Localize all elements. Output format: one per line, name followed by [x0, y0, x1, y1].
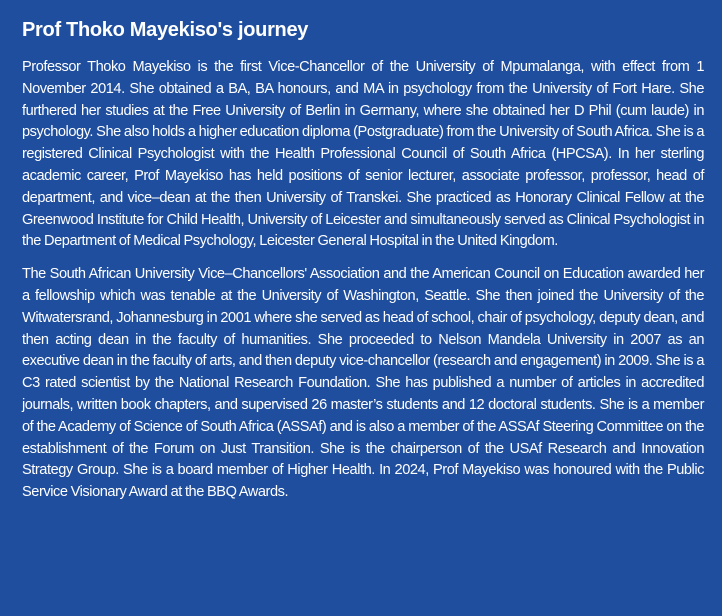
- biography-paragraph-2: The South African University Vice–Chancellors' Association and the American Council on Education awarded her a fellowship which was tenable at the University of Washington, Seattle. She then joined the University of the Witwatersrand, Johannesburg in 2001 where she served as head of school, chair of psychology, deputy dean, and then acting dean in the faculty of humanities. She proceeded to Nelson Mandela University in 2007 as an executive dean in the faculty of arts, and then deputy vice-chancellor (research and engagement) in 2009. She is a C3 rated scientist by the National Research Foundation. She has published a number of articles in accredited journals, written book chapters, and supervised 26 master’s students and 12 doctoral students. She is a member of the Academy of Science of South Africa (ASSAf) and is also a member of the ASSAf Steering Committee on the establishment of the Forum on Just Transition. She is the chairperson of the USAf Research and Innovation Strategy Group. She is a board member of Higher Health. In 2024, Prof Mayekiso was honoured with the Public Service Visionary Award at the BBQ Awards.: [22, 266, 704, 501]
- page-title: Prof Thoko Mayekiso's journey: [22, 19, 309, 41]
- biography-paragraph-1: Professor Thoko Mayekiso is the first Vice-Chancellor of the University of Mpumalanga, with effect from 1 November 2014. She obtained a BA, BA honours, and MA in psychology from the University of Fort Hare. She furthered her studies at the Free University of Berlin in Germany, where she obtained her D Phil (cum laude) in psychology. She also holds a higher education diploma (Postgraduate) from the University of South Africa. She is a registered Clinical Psychologist with the Health Professional Council of South Africa (HPCSA). In her sterling academic career, Prof Mayekiso has held positions of senior lecturer, associate professor, professor, head of department, and vice–dean at the then University of Transkei. She practiced as Honorary Clinical Fellow at the Greenwood Institute for Child Health, University of Leicester and simultaneously served as Clinical Psychologist in the Department of Medical Psychology, Leicester General Hospital in the United Kingdom.: [22, 59, 704, 250]
